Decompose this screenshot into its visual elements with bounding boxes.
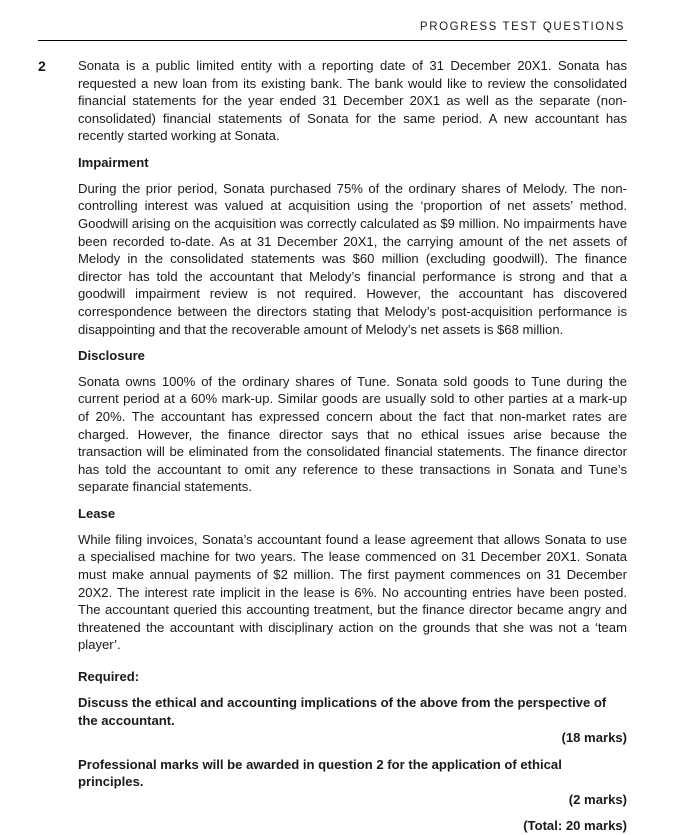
section-disclosure <box>78 347 627 496</box>
question-number: 2 <box>38 58 46 74</box>
total-marks: (Total: 20 marks) <box>523 817 627 833</box>
question-body <box>78 57 627 835</box>
page-header <box>38 18 627 41</box>
section-heading: Lease <box>78 505 116 521</box>
section-impairment <box>78 154 627 339</box>
required-part-text: Discuss the ethical and accounting implications of the above from the perspective of the accountant. <box>78 695 607 728</box>
section-lease <box>78 505 627 654</box>
section-text: Sonata owns 100% of the ordinary shares of Tune. Sonata sold goods to Tune during the current period at a 60% mark-up. Similar goods are usually sold to other parties at a mark-up of 20%. The accountant has expressed concern about the fact that non-market rates are charged. However, the finance director says that no ethical issues arise because the transaction will be eliminated from the consolidated financial statements. The finance director has told the accountant to omit any reference to these transactions in Sonata and Tune’s separate financial statements. <box>78 373 627 495</box>
required-part <box>78 694 627 747</box>
section-text: While filing invoices, Sonata’s accountant found a lease agreement that allows Sonata to use a specialised machine for two years. The lease commenced on 31 December 20X1. Sonata must make annual payments of $2 million. The first payment commences on 31 December 20X2. The interest rate implicit in the lease is 6%. No accounting entries have been posted. The accountant queried this accounting treatment, but the finance director became angry and threatened the accountant with disciplinary action on the grounds that she was not a ‘team player’. <box>78 531 627 653</box>
section-heading: Disclosure <box>78 347 145 363</box>
required-section <box>78 668 627 835</box>
section-text: During the prior period, Sonata purchased 75% of the ordinary shares of Melody. The non-controlling interest was valued at acquisition using the ‘proportion of net assets’ method. Goodwill arising on the acquisition was correctly calculated as $9 million. No impairments have been recorded to-date. As at 31 December 20X1, the carrying amount of the net assets of Melody in the consolidated statements was $60 million (excluding goodwill). The finance director has told the accountant that Melody’s financial performance is strong and that a goodwill impairment review is not required. However, the accountant has discovered correspondence between the directors stating that Melody’s post-acquisition performance is disappointing and that the recoverable amount of Melody’s net assets is $68 million. <box>78 180 627 337</box>
required-part-text: Professional marks will be awarded in question 2 for the application of ethical principles. <box>78 756 562 790</box>
marks-label: (2 marks) <box>568 791 627 807</box>
section-heading: Impairment <box>78 154 149 170</box>
marks-label: (18 marks) <box>561 730 627 746</box>
required-part <box>78 756 627 809</box>
question-intro: Sonata is a public limited entity with a reporting date of 31 December 20X1. Sonata has requested a new loan from its existing bank. The bank would like to review the consolidated financial statements for the year ended 31 December 20X1 as well as the separate (non-consolidated) financial statements of Sonata for the same period. A new accountant has recently started working at Sonata. <box>78 58 627 144</box>
page-header-title: PROGRESS TEST QUESTIONS <box>419 21 625 33</box>
required-heading: Required: <box>78 668 140 684</box>
